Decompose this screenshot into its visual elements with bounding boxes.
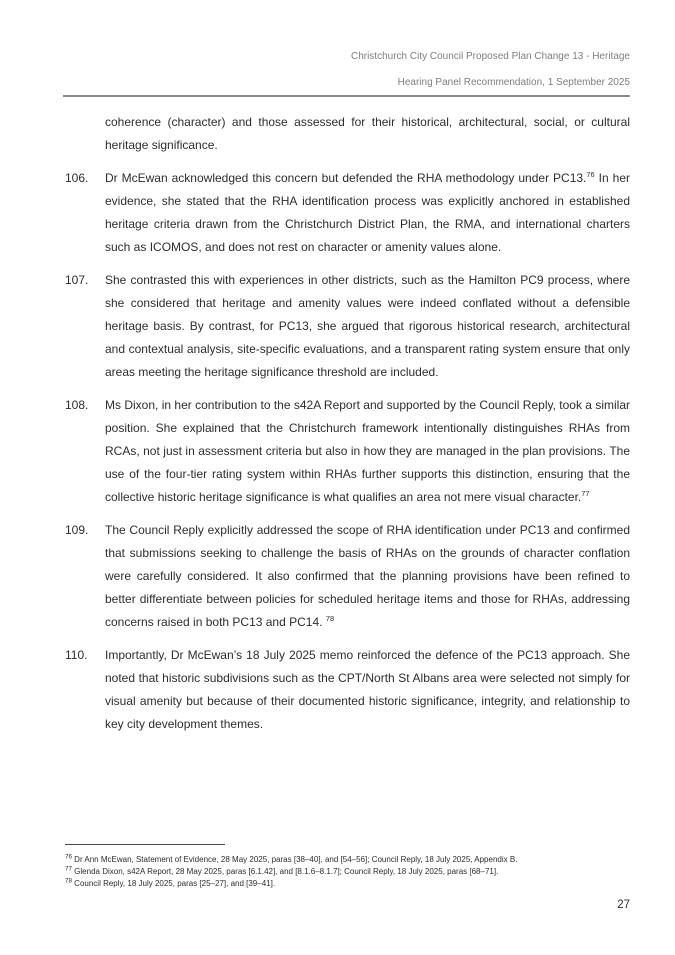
paragraph-number: 106.: [65, 171, 89, 185]
paragraph-number: 109.: [65, 523, 89, 537]
paragraph-text-pre: The Council Reply explicitly addressed the scope of RHA identification under PC13 and confirmed that submissions seeking to challenge the basis of RHAs on the grounds of character conflation were carefully considered. It also confirmed that the planning provisions have been refined to better differentiate between policies for scheduled heritage items and those for RHAs, addressing concerns raised in both PC13 and PC14.: [105, 523, 630, 629]
paragraph-number: 108.: [65, 398, 89, 412]
paragraph-text-pre: Dr McEwan acknowledged this concern but defended the RHA methodology under PC13.: [105, 171, 587, 185]
header-title: Christchurch City Council Proposed Plan Change 13 - Heritage: [350, 51, 630, 62]
paragraph-text: [105, 167, 630, 259]
footnote-ref-76: 76: [586, 170, 595, 179]
footnote-77: [65, 866, 630, 878]
page-number: 27: [617, 899, 630, 911]
paragraph-text-pre: She contrasted this with experiences in other districts, such as the Hamilton PC9 process, where she considered that heritage and amenity values were indeed conflated without a defensible heritage basis. By contrast, for PC13, she argued that rigorous historical research, architectural and contextual analysis, site-specific evaluations, and a transparent rating system ensure that only areas meeting the heritage significance threshold are included.: [105, 273, 630, 379]
paragraph-text-post: In her evidence, she stated that the RHA identification process was explicitly anchored in established heritage criteria drawn from the Christchurch District Plan, the RMA, and international charters such as ICOMOS, and does not rest on character or amenity values alone.: [105, 171, 631, 254]
footnote-76: [65, 854, 630, 866]
footnote-marker-76: 76: [65, 853, 72, 861]
numbered-paragraph-108: [65, 394, 630, 509]
numbered-paragraph-110: [65, 644, 630, 736]
paragraph-text-pre: Ms Dixon, in her contribution to the s42A Report and supported by the Council Reply, took a similar position. She explained that the Christchurch framework intentionally distinguishes RHAs from RCAs, not just in assessment criteria but also in how they are managed in the plan provisions. The use of the four-tier rating system within RHAs further supports this distinction, ensuring that the collective historic heritage significance is what qualifies an area not mere visual character.: [105, 398, 630, 504]
footnote-text: Council Reply, 18 July 2025, paras [25–27], and [39–41].: [74, 879, 276, 888]
paragraph-text: [105, 519, 630, 634]
document-body: [65, 111, 630, 746]
footnote-marker-77: 77: [65, 865, 72, 873]
footnote-text: Glenda Dixon, s42A Report, 28 May 2025, paras [6.1.42], and [8.1.6–8.1.7]; Council Reply, 18 July 2025, paras [68–71].: [74, 867, 499, 876]
paragraph-number: 107.: [65, 273, 89, 287]
paragraph-text: [105, 269, 630, 384]
header-divider: [63, 95, 630, 97]
header-subtitle: Hearing Panel Recommendation, 1 September 2025: [397, 77, 630, 88]
paragraph-number: 110.: [65, 648, 88, 662]
footnotes-section: [65, 844, 630, 890]
numbered-paragraph-107: [65, 269, 630, 384]
footnote-text: Dr Ann McEwan, Statement of Evidence, 28 May 2025, paras [38–40], and [54–56]; Council Reply, 18 July 2025, Appendix B.: [74, 855, 518, 864]
numbered-paragraph-109: [65, 519, 630, 634]
paragraph-text-pre: Importantly, Dr McEwan’s 18 July 2025 memo reinforced the defence of the PC13 approach. She noted that historic subdivisions such as the CPT/North St Albans area were selected not simply for visual amenity but because of their documented historic significance, integrity, and relationship to key city development themes.: [105, 648, 630, 731]
numbered-paragraph-106: [65, 167, 630, 259]
paragraph-text: [105, 644, 630, 736]
footnote-marker-78: 78: [65, 877, 72, 885]
footnote-ref-77: 77: [581, 489, 590, 498]
page-header: [65, 51, 630, 89]
footnote-separator: [65, 844, 225, 845]
paragraph-text: [105, 394, 630, 509]
footnote-ref-78: 78: [325, 614, 335, 623]
paragraph-continuation: coherence (character) and those assessed for their historical, architectural, social, or cultural heritage significance.: [105, 115, 630, 152]
footnote-78: [65, 878, 630, 890]
